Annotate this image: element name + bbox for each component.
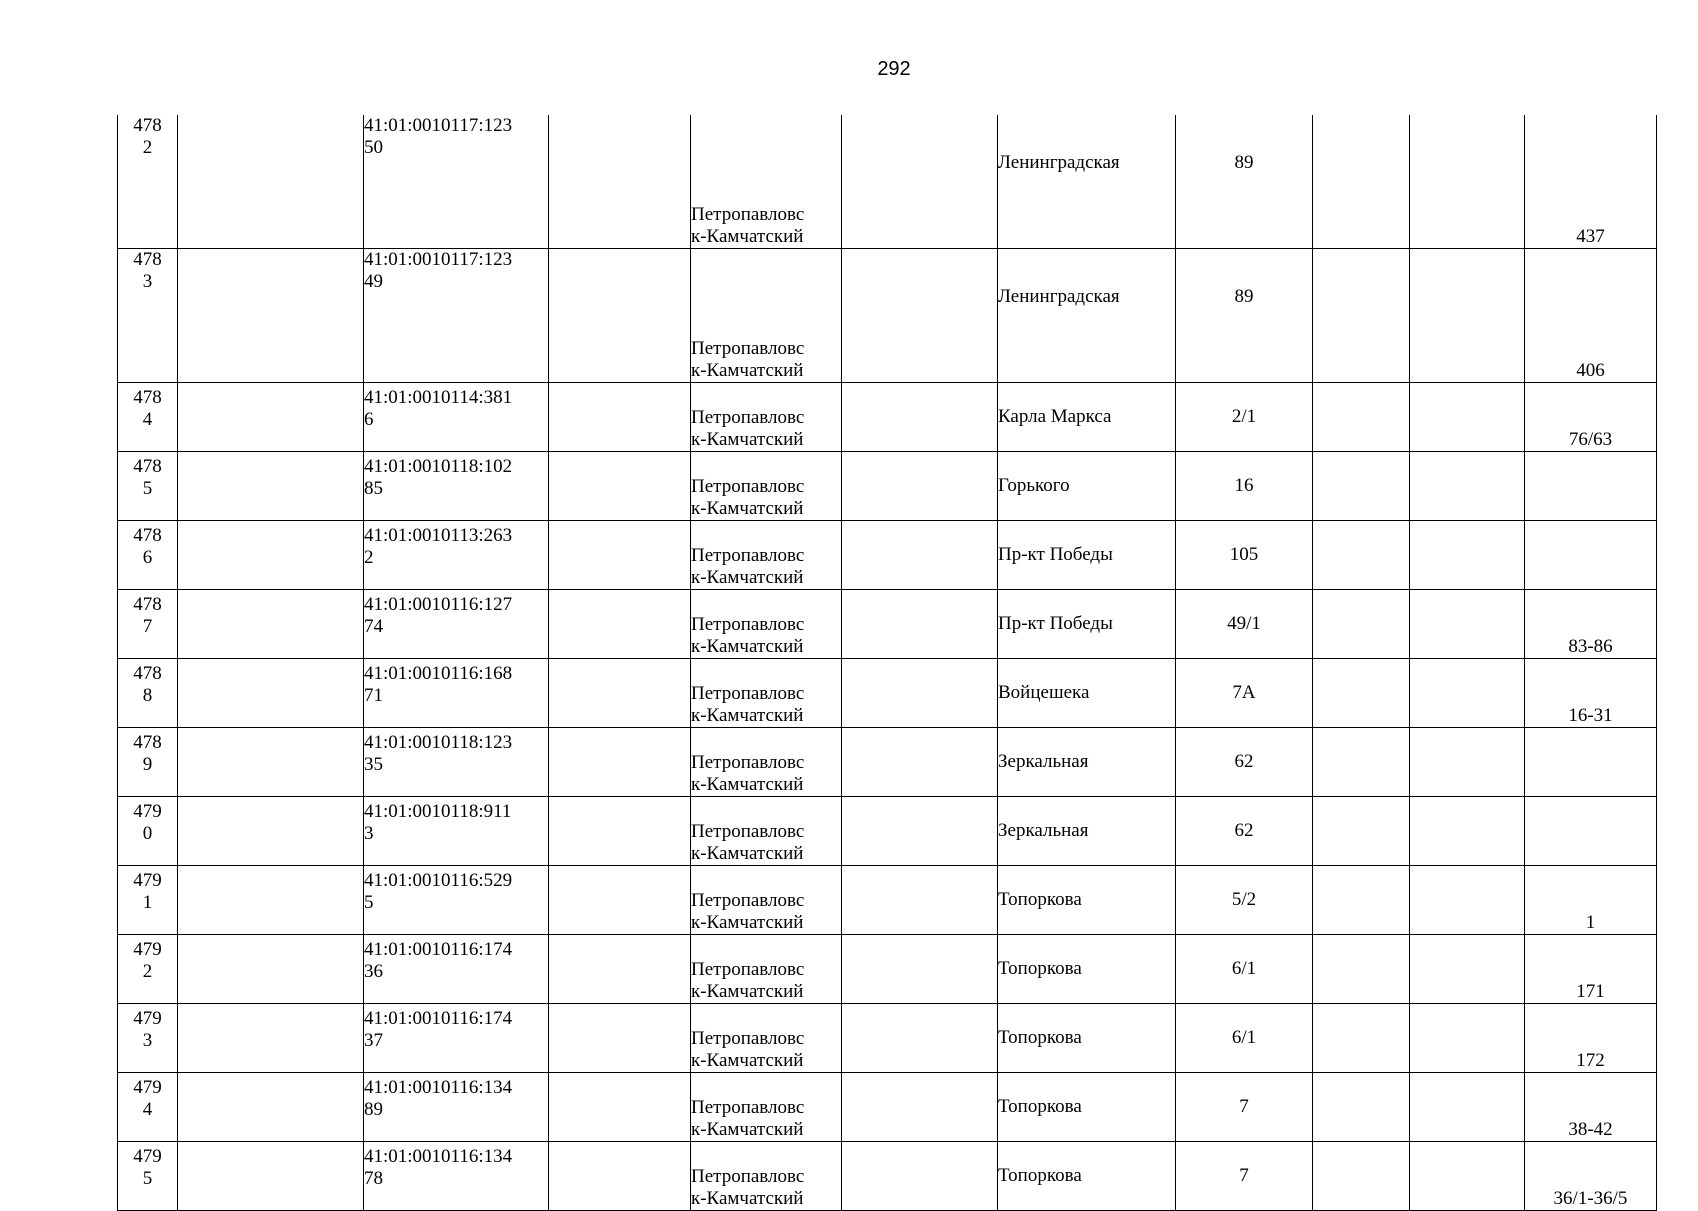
cadastral-number-cell: 41:01:0010114:381 6: [364, 383, 549, 452]
empty-cell: [842, 728, 998, 797]
cadastral-number-cell: 41:01:0010117:123 49: [364, 249, 549, 383]
empty-cell: [1313, 659, 1410, 728]
house-number-cell: 105: [1176, 521, 1313, 590]
empty-cell: [1410, 1004, 1525, 1073]
empty-cell: [1313, 590, 1410, 659]
cadastral-number-cell: 41:01:0010118:102 85: [364, 452, 549, 521]
city-cell: Петропавловс к-Камчатский: [691, 935, 842, 1004]
empty-cell: [842, 521, 998, 590]
empty-cell: [1313, 249, 1410, 383]
empty-cell: [178, 115, 364, 249]
empty-cell: [1410, 659, 1525, 728]
empty-cell: [178, 249, 364, 383]
empty-cell: [549, 1004, 691, 1073]
empty-cell: [1313, 935, 1410, 1004]
apartment-cell: 172: [1525, 1004, 1657, 1073]
empty-cell: [1410, 590, 1525, 659]
apartment-cell: [1525, 452, 1657, 521]
empty-cell: [842, 1142, 998, 1211]
empty-cell: [549, 115, 691, 249]
city-cell: Петропавловс к-Камчатский: [691, 1142, 842, 1211]
empty-cell: [1410, 249, 1525, 383]
empty-cell: [549, 521, 691, 590]
cadastral-number-cell: 41:01:0010118:911 3: [364, 797, 549, 866]
row-number-cell: 479 1: [118, 866, 178, 935]
row-number-cell: 479 4: [118, 1073, 178, 1142]
city-cell: Петропавловс к-Камчатский: [691, 452, 842, 521]
table-row: [118, 383, 1657, 452]
empty-cell: [842, 866, 998, 935]
table-row: [118, 1004, 1657, 1073]
empty-cell: [842, 1004, 998, 1073]
empty-cell: [1410, 866, 1525, 935]
table-row: [118, 249, 1657, 383]
house-number-cell: 2/1: [1176, 383, 1313, 452]
empty-cell: [549, 1142, 691, 1211]
cadastral-number-cell: 41:01:0010116:174 37: [364, 1004, 549, 1073]
empty-cell: [842, 797, 998, 866]
house-number-cell: 49/1: [1176, 590, 1313, 659]
city-cell: Петропавловс к-Камчатский: [691, 249, 842, 383]
page-number: 292: [877, 58, 911, 80]
empty-cell: [178, 1004, 364, 1073]
empty-cell: [1410, 1073, 1525, 1142]
street-cell: Топоркова: [998, 935, 1176, 1004]
empty-cell: [1410, 1142, 1525, 1211]
empty-cell: [178, 935, 364, 1004]
empty-cell: [1313, 1142, 1410, 1211]
row-number-cell: 478 2: [118, 115, 178, 249]
city-cell: Петропавловс к-Камчатский: [691, 383, 842, 452]
street-cell: Ленинградская: [998, 249, 1176, 383]
house-number-cell: 5/2: [1176, 866, 1313, 935]
apartment-cell: 36/1-36/5: [1525, 1142, 1657, 1211]
empty-cell: [549, 590, 691, 659]
apartment-cell: 171: [1525, 935, 1657, 1004]
cadastral-number-cell: 41:01:0010116:529 5: [364, 866, 549, 935]
empty-cell: [1313, 452, 1410, 521]
empty-cell: [178, 728, 364, 797]
row-number-cell: 479 5: [118, 1142, 178, 1211]
row-number-cell: 478 7: [118, 590, 178, 659]
empty-cell: [1410, 383, 1525, 452]
table-row: [118, 728, 1657, 797]
table-row: [118, 452, 1657, 521]
empty-cell: [178, 1142, 364, 1211]
empty-cell: [1313, 383, 1410, 452]
empty-cell: [842, 115, 998, 249]
house-number-cell: 16: [1176, 452, 1313, 521]
street-cell: Пр-кт Победы: [998, 590, 1176, 659]
city-cell: Петропавловс к-Камчатский: [691, 521, 842, 590]
table-row: [118, 866, 1657, 935]
table-row: [118, 521, 1657, 590]
empty-cell: [178, 797, 364, 866]
city-cell: Петропавловс к-Камчатский: [691, 797, 842, 866]
registry-body: [118, 115, 1657, 1211]
house-number-cell: 7А: [1176, 659, 1313, 728]
street-cell: Пр-кт Победы: [998, 521, 1176, 590]
apartment-cell: 16-31: [1525, 659, 1657, 728]
city-cell: Петропавловс к-Камчатский: [691, 728, 842, 797]
empty-cell: [1410, 935, 1525, 1004]
street-cell: Топоркова: [998, 1004, 1176, 1073]
city-cell: Петропавловс к-Камчатский: [691, 659, 842, 728]
row-number-cell: 479 0: [118, 797, 178, 866]
cadastral-number-cell: 41:01:0010116:168 71: [364, 659, 549, 728]
table-row: [118, 115, 1657, 249]
city-cell: Петропавловс к-Камчатский: [691, 866, 842, 935]
cadastral-number-cell: 41:01:0010116:127 74: [364, 590, 549, 659]
city-cell: Петропавловс к-Камчатский: [691, 1004, 842, 1073]
city-cell: Петропавловс к-Камчатский: [691, 1073, 842, 1142]
empty-cell: [178, 383, 364, 452]
empty-cell: [1313, 1073, 1410, 1142]
registry-table: [117, 115, 1657, 1211]
empty-cell: [178, 659, 364, 728]
empty-cell: [1313, 866, 1410, 935]
house-number-cell: 7: [1176, 1142, 1313, 1211]
empty-cell: [549, 728, 691, 797]
row-number-cell: 478 8: [118, 659, 178, 728]
empty-cell: [178, 452, 364, 521]
empty-cell: [178, 866, 364, 935]
street-cell: Зеркальная: [998, 728, 1176, 797]
empty-cell: [549, 383, 691, 452]
apartment-cell: 83-86: [1525, 590, 1657, 659]
row-number-cell: 479 2: [118, 935, 178, 1004]
empty-cell: [549, 249, 691, 383]
apartment-cell: [1525, 797, 1657, 866]
table-row: [118, 659, 1657, 728]
apartment-cell: 38-42: [1525, 1073, 1657, 1142]
empty-cell: [549, 935, 691, 1004]
table-row: [118, 935, 1657, 1004]
empty-cell: [842, 249, 998, 383]
city-cell: Петропавловс к-Камчатский: [691, 115, 842, 249]
apartment-cell: [1525, 521, 1657, 590]
empty-cell: [549, 1073, 691, 1142]
street-cell: Зеркальная: [998, 797, 1176, 866]
table-row: [118, 590, 1657, 659]
empty-cell: [1410, 521, 1525, 590]
house-number-cell: 89: [1176, 249, 1313, 383]
empty-cell: [549, 659, 691, 728]
empty-cell: [1410, 797, 1525, 866]
house-number-cell: 7: [1176, 1073, 1313, 1142]
empty-cell: [1313, 115, 1410, 249]
cadastral-number-cell: 41:01:0010113:263 2: [364, 521, 549, 590]
row-number-cell: 478 4: [118, 383, 178, 452]
city-cell: Петропавловс к-Камчатский: [691, 590, 842, 659]
empty-cell: [842, 452, 998, 521]
empty-cell: [549, 797, 691, 866]
empty-cell: [549, 452, 691, 521]
street-cell: Топоркова: [998, 866, 1176, 935]
empty-cell: [842, 383, 998, 452]
cadastral-number-cell: 41:01:0010116:134 89: [364, 1073, 549, 1142]
house-number-cell: 6/1: [1176, 935, 1313, 1004]
house-number-cell: 62: [1176, 728, 1313, 797]
apartment-cell: 437: [1525, 115, 1657, 249]
house-number-cell: 6/1: [1176, 1004, 1313, 1073]
table-row: [118, 1073, 1657, 1142]
table-row: [118, 797, 1657, 866]
street-cell: Топоркова: [998, 1073, 1176, 1142]
empty-cell: [842, 935, 998, 1004]
row-number-cell: 478 5: [118, 452, 178, 521]
empty-cell: [842, 590, 998, 659]
empty-cell: [549, 866, 691, 935]
row-number-cell: 478 9: [118, 728, 178, 797]
street-cell: Топоркова: [998, 1142, 1176, 1211]
street-cell: Войцешека: [998, 659, 1176, 728]
row-number-cell: 478 3: [118, 249, 178, 383]
empty-cell: [1313, 797, 1410, 866]
cadastral-number-cell: 41:01:0010117:123 50: [364, 115, 549, 249]
row-number-cell: 478 6: [118, 521, 178, 590]
street-cell: Горького: [998, 452, 1176, 521]
empty-cell: [1410, 452, 1525, 521]
empty-cell: [842, 659, 998, 728]
empty-cell: [178, 1073, 364, 1142]
street-cell: Карла Маркса: [998, 383, 1176, 452]
apartment-cell: 76/63: [1525, 383, 1657, 452]
empty-cell: [1313, 1004, 1410, 1073]
empty-cell: [178, 590, 364, 659]
apartment-cell: [1525, 728, 1657, 797]
house-number-cell: 89: [1176, 115, 1313, 249]
cadastral-number-cell: 41:01:0010116:134 78: [364, 1142, 549, 1211]
apartment-cell: 1: [1525, 866, 1657, 935]
empty-cell: [1313, 728, 1410, 797]
house-number-cell: 62: [1176, 797, 1313, 866]
row-number-cell: 479 3: [118, 1004, 178, 1073]
apartment-cell: 406: [1525, 249, 1657, 383]
street-cell: Ленинградская: [998, 115, 1176, 249]
table-row: [118, 1142, 1657, 1211]
empty-cell: [1410, 728, 1525, 797]
cadastral-number-cell: 41:01:0010116:174 36: [364, 935, 549, 1004]
empty-cell: [842, 1073, 998, 1142]
empty-cell: [178, 521, 364, 590]
cadastral-number-cell: 41:01:0010118:123 35: [364, 728, 549, 797]
empty-cell: [1313, 521, 1410, 590]
empty-cell: [1410, 115, 1525, 249]
